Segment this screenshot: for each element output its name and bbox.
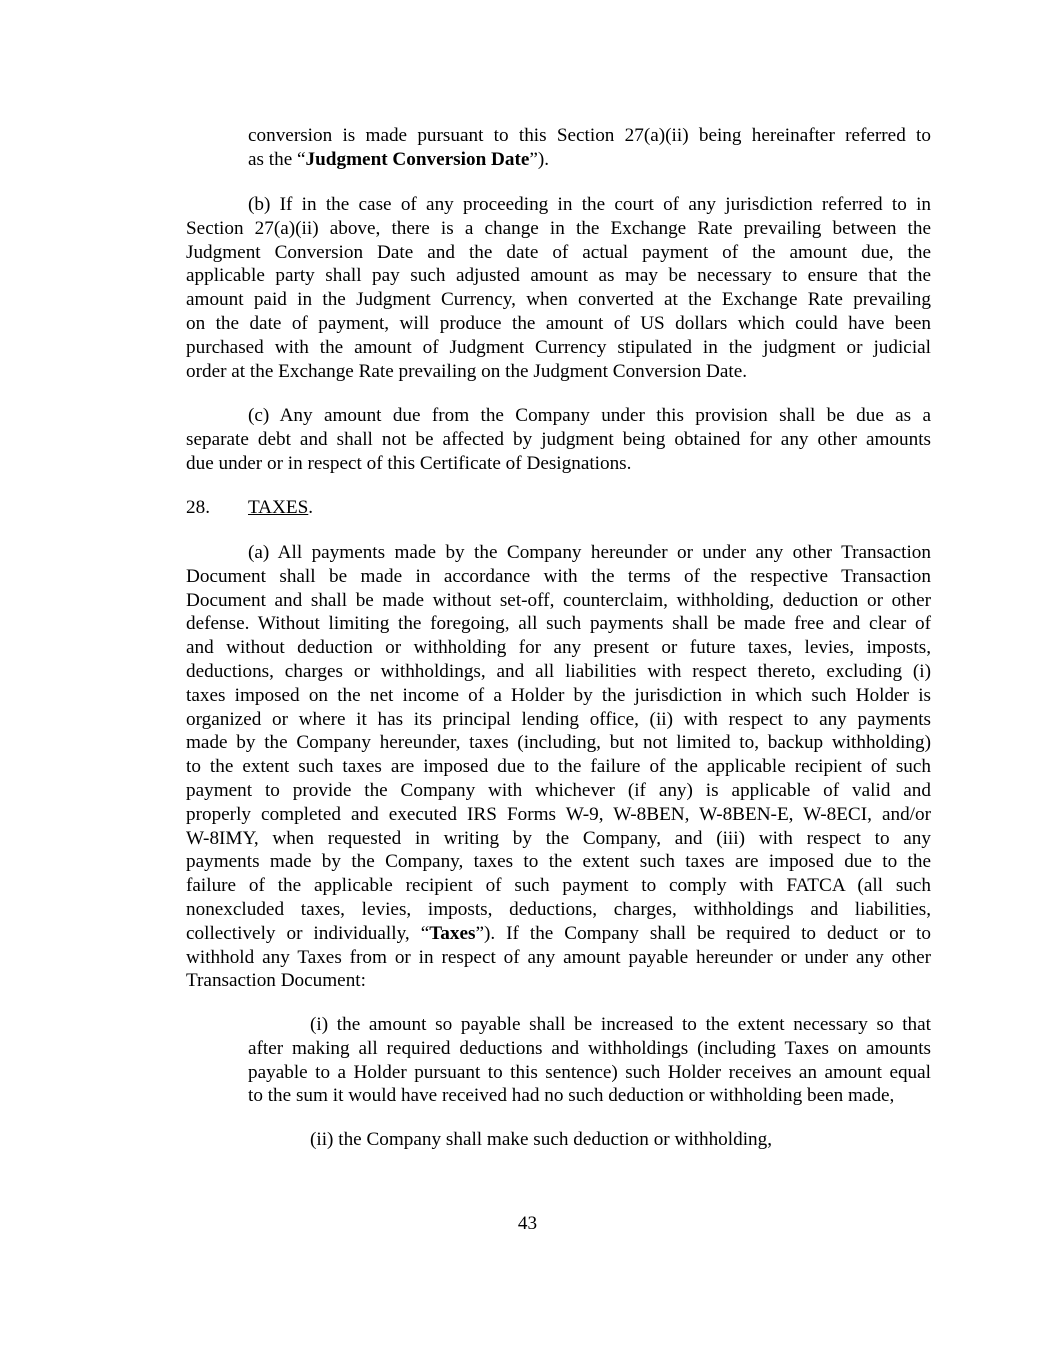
text-span: as the “ <box>248 148 306 170</box>
text-line: on the date of payment, will produce the amount of US dollars which could have been <box>186 312 931 334</box>
text-line: to the extent such taxes are imposed due to the failure of the applicable recipient of such <box>186 756 931 778</box>
text-line: amount paid in the Judgment Currency, when converted at the Exchange Rate prevailing <box>186 289 931 311</box>
text-line: to the sum it would have received had no such deduction or withholding been made, <box>248 1085 895 1107</box>
continuation-paragraph <box>248 124 931 172</box>
text-line: (i) the amount so payable shall be increased to the extent necessary so that <box>310 1014 931 1035</box>
text-line: (ii) the Company shall make such deduction or withholding, <box>310 1129 773 1150</box>
section-heading <box>186 496 313 520</box>
text-line: made by the Company hereunder, taxes (including, but not limited to, backup withholding) <box>186 732 931 754</box>
text-line <box>186 922 931 946</box>
text-line: Judgment Conversion Date and the date of actual payment of the amount due, the <box>186 241 931 263</box>
text-line: payable to a Holder pursuant to this sentence) such Holder receives an amount equal <box>248 1061 931 1083</box>
text-line: payments made by the Company, taxes to the extent such taxes are imposed due to the <box>186 851 931 873</box>
text-line: Section 27(a)(ii) above, there is a change in the Exchange Rate prevailing between the <box>186 217 931 239</box>
section-title-suffix: . <box>308 497 314 518</box>
text-line: after making all required deductions and withholdings (including Taxes on amounts <box>248 1037 931 1059</box>
text-line: (b) If in the case of any proceeding in the court of any jurisdiction referred to in <box>248 194 931 215</box>
text-span: ”). <box>529 148 550 170</box>
page-number: 43 <box>517 1213 538 1234</box>
text-line: (c) Any amount due from the Company under this provision shall be due as a <box>248 405 931 426</box>
text-span: ”). If the Company shall be required to deduct or to <box>475 922 931 944</box>
subparagraph-i <box>248 1013 931 1108</box>
text-line: properly completed and executed IRS Forms W-9, W-8BEN, W-8BEN-E, W-8ECI, and/or <box>186 803 931 825</box>
subparagraph-ii <box>248 1128 931 1152</box>
text-line: applicable party shall pay such adjusted amount as may be necessary to ensure that the <box>186 265 931 287</box>
paragraph-b <box>186 193 931 383</box>
text-line: failure of the applicable recipient of such payment to comply with FATCA (all such <box>186 875 931 897</box>
text-span: collectively or individually, “ <box>186 922 430 944</box>
text-line: (a) All payments made by the Company hereunder or under any other Transaction <box>248 542 931 563</box>
text-line: nonexcluded taxes, levies, imposts, deductions, charges, withholdings and liabilities, <box>186 898 931 920</box>
paragraph-a <box>186 541 931 993</box>
text-line: and without deduction or withholding for any present or future taxes, levies, imposts, <box>186 637 931 659</box>
section-title: TAXES <box>248 497 309 518</box>
paragraph-c <box>186 404 931 475</box>
text-line: order at the Exchange Rate prevailing on the Judgment Conversion Date. <box>186 360 748 382</box>
text-line: defense. Without limiting the foregoing, all such payments shall be made free and clear of <box>186 613 931 635</box>
text-line: conversion is made pursuant to this Section 27(a)(ii) being hereinafter referred to <box>248 125 931 146</box>
text-line: purchased with the amount of Judgment Currency stipulated in the judgment or judicial <box>186 336 931 358</box>
text-line: withhold any Taxes from or in respect of any amount payable hereunder or under any other <box>186 946 931 968</box>
section-number: 28. <box>186 497 210 518</box>
defined-term-taxes: Taxes <box>429 922 476 944</box>
text-line: deductions, charges or withholdings, and all liabilities with respect thereto, excluding (i) <box>186 660 931 682</box>
text-line: payment to provide the Company with whichever (if any) is applicable of valid and <box>186 779 931 801</box>
text-line: taxes imposed on the net income of a Holder by the jurisdiction in which such Holder is <box>186 684 931 706</box>
text-line: Transaction Document: <box>186 970 366 992</box>
text-line: W-8IMY, when requested in writing by the Company, and (iii) with respect to any <box>186 827 931 849</box>
text-line <box>248 148 931 172</box>
text-line: separate debt and shall not be affected by judgment being obtained for any other amounts <box>186 428 931 450</box>
defined-term-judgment-conversion-date: Judgment Conversion Date <box>305 148 530 170</box>
text-line: due under or in respect of this Certificate of Designations. <box>186 452 632 474</box>
text-line: organized or where it has its principal lending office, (ii) with respect to any payments <box>186 708 931 730</box>
text-line: Document and shall be made without set-off, counterclaim, withholding, deduction or other <box>186 589 931 611</box>
text-line: Document shall be made in accordance with the terms of the respective Transaction <box>186 565 931 587</box>
